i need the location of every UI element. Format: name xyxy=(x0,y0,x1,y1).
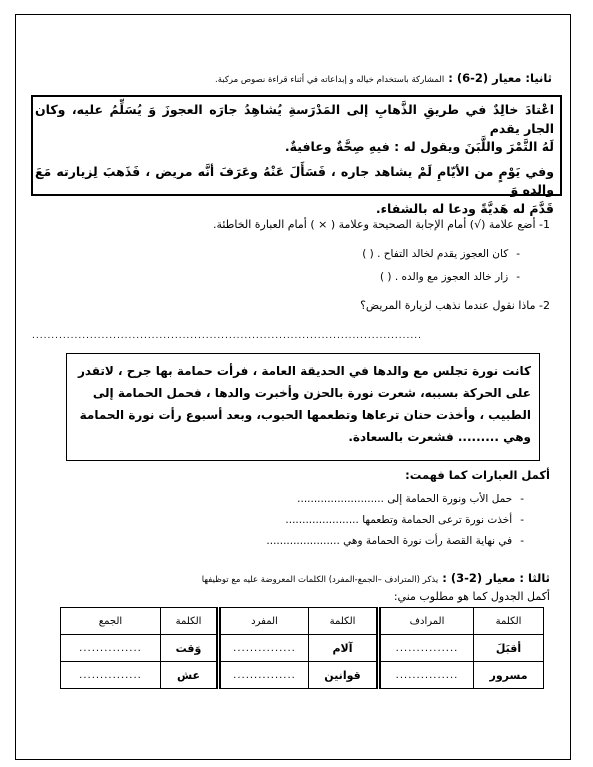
word-cell: وَقت xyxy=(161,635,219,662)
answer-line[interactable]: ..................................................................................................... xyxy=(32,331,422,341)
worksheet-page xyxy=(15,14,571,760)
question-1-item: -زار خالد العجوز مع والده . ( ) xyxy=(379,271,520,283)
word-cell: مسرور xyxy=(474,662,544,689)
reading-passage xyxy=(35,101,554,218)
header-cell: الكلمة xyxy=(161,608,219,635)
header-cell: الكلمة xyxy=(474,608,544,635)
table-header-row xyxy=(61,608,544,635)
passage-line: اعْتادَ خالِدٌ في طريقِ الذَّهابِ إلى المَدْرَسةِ يُشاهِدُ جارَه العجوزَ وَ يُسَلِّمُ عليه، وكان الجار يقدم xyxy=(35,102,554,136)
question-1-title: 1- أضع علامة (√) أمام الإجابة الصحيحة وعلامة ( × ) أمام العبارة الخاطئة. xyxy=(212,218,550,231)
story-passage xyxy=(73,360,531,448)
word-cell: أقبَلَ xyxy=(474,635,544,662)
complete-text: حمل الأب ونورة الحمامة إلى .......................... xyxy=(297,493,513,505)
word-cell: قوانين xyxy=(309,662,379,689)
story-passage-box xyxy=(66,353,540,461)
answer-cell[interactable]: ............... xyxy=(379,662,474,689)
complete-item[interactable]: -في نهاية القصة رأت نورة الحمامة وهي ...................... xyxy=(266,535,524,547)
question-2-title: 2- ماذا نقول عندما نذهب لزيارة المريض؟ xyxy=(360,299,550,312)
section-heading xyxy=(215,71,552,85)
passage-line: وهي ......... فشعرت بالسعادة. xyxy=(348,430,531,444)
complete-text: في نهاية القصة رأت نورة الحمامة وهي ...................... xyxy=(266,535,513,547)
complete-item[interactable]: -حمل الأب ونورة الحمامة إلى .......................... xyxy=(297,493,524,505)
word-cell: آلام xyxy=(309,635,379,662)
statement-text: زار خالد العجوز مع والده . ( ) xyxy=(379,271,509,283)
header-cell: المرادف xyxy=(379,608,474,635)
passage-line: لَهُ التَّمْرَ واللَّبَنَ ويقول له : فيهِ صِحَّةٌ وعافيةٌ. xyxy=(284,139,554,154)
passage-line: وفي يَوْمٍ من الأيّامِ لَمْ يشاهد جاره ، فَسَأَلَ عَنْهُ وعَرَفَ أنَّه مريض ، فَذَهبَ لِزيارته مَعَ والده وَ xyxy=(35,163,554,197)
section-description: المشاركة باستخدام خياله و إبداعاته في أثناء قراءة نصوص مركبة. xyxy=(215,75,445,85)
table-row xyxy=(61,635,544,662)
answer-cell[interactable]: ............... xyxy=(219,662,309,689)
answer-cell[interactable]: ............... xyxy=(61,635,161,662)
complete-title: أكمل العبارات كما فهمت: xyxy=(405,468,550,482)
answer-cell[interactable]: ............... xyxy=(61,662,161,689)
question-1-item: -كان العجوز يقدم لخالد التفاح . ( ) xyxy=(362,248,520,260)
section-title: ثانيا: معيار (2-6) : xyxy=(448,71,552,85)
answer-cell[interactable]: ............... xyxy=(219,635,309,662)
vocabulary-table xyxy=(60,607,544,689)
word-cell: عش xyxy=(161,662,219,689)
statement-text: كان العجوز يقدم لخالد التفاح . ( ) xyxy=(362,248,509,260)
section-heading xyxy=(202,571,550,585)
passage-line: على الحركة بسببه، شعرت نورة بالحزن وأخبرت والدها ، فحمل الحمامة إلى xyxy=(92,386,531,400)
table-row xyxy=(61,662,544,689)
passage-line: قَدَّمَ له هَديَّةً ودعا له بالشفاء. xyxy=(375,200,554,216)
passage-line: الطبيب ، وأخذت حنان ترعاها وتطعمها الحبوب، وبعد أسبوع رأت نورة الحمامة xyxy=(79,408,531,422)
table-instruction: أكمل الجدول كما هو مطلوب مني: xyxy=(393,590,550,603)
reading-passage-box xyxy=(31,95,562,216)
complete-text: أخذت نورة ترعى الحمامة وتطعمها ...................... xyxy=(285,514,513,526)
complete-item[interactable]: -أخذت نورة ترعى الحمامة وتطعمها ...................... xyxy=(285,514,524,526)
section-title: ثالثا : معيار (2-3) : xyxy=(442,571,550,585)
header-cell: المفرد xyxy=(219,608,309,635)
section-description: يذكر (المترادف –الجمع-المفرد) الكلمات المعروضة عليه مع توظيفها xyxy=(201,575,439,585)
header-cell: الجمع xyxy=(61,608,161,635)
answer-cell[interactable]: ............... xyxy=(379,635,474,662)
header-cell: الكلمة xyxy=(309,608,379,635)
passage-line: كانت نورة تجلس مع والدها في الحديقة العامة ، فرأت حمامة بها جرح ، لاتقدر xyxy=(77,364,531,378)
